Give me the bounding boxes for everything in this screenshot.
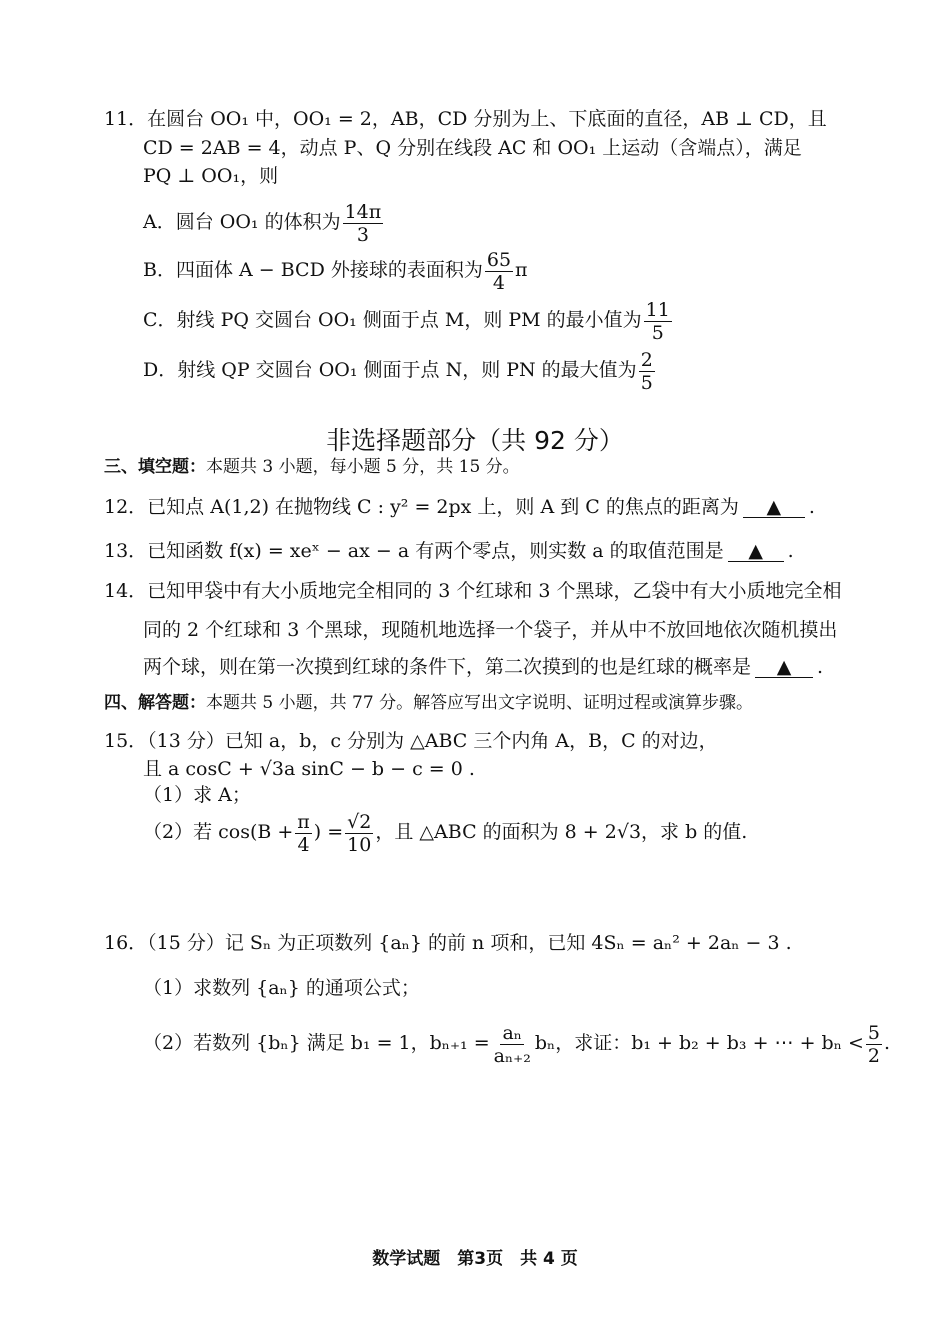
q15-fraction-pi-4 [295,811,312,856]
q11-option-d [143,346,657,394]
q16-part-2-text: （2）若数列 {bₙ} 满足 b₁ = 1，bₙ₊₁ = [143,1032,490,1054]
q13 [104,538,794,564]
fraction-denominator: 4 [492,271,505,294]
fraction-denominator: 10 [347,833,372,856]
q11-option-b [143,246,528,294]
q11-option-c [143,296,674,344]
fraction-denominator: 5 [651,321,664,344]
section-3-heading [104,454,520,480]
q15-part-2 [143,808,747,856]
q11-line-2: CD = 2AB = 4，动点 P、Q 分别在线段 AC 和 OO₁ 上运动（含端点），满足 [143,137,802,159]
q12 [104,494,815,520]
q11-option-a-text: A．圆台 OO₁ 的体积为 [143,211,341,233]
q11-option-c-fraction [644,299,672,344]
fraction-numerator: aₙ [502,1021,522,1044]
fraction-numerator: 14π [344,200,382,223]
fraction-denominator: 3 [356,223,369,246]
answer-blank: ▲ [743,497,805,518]
q11-option-c-text: C．射线 PQ 交圆台 OO₁ 侧面于点 M，则 PM 的最小值为 [143,309,642,331]
q13-text: 13．已知函数 f(x) = xeˣ − ax − a 有两个零点，则实数 a 的取值范围是 [104,540,724,562]
q16-part-2 [143,1018,890,1068]
q14-period: . [817,656,824,678]
section-4-description: 本题共 5 小题，共 77 分。解答应写出文字说明、证明过程或演算步骤。 [206,693,754,713]
q14-line-1: 14．已知甲袋中有大小质地完全相同的 3 个红球和 3 个黑球，乙袋中有大小质地完全相 [104,580,842,602]
q15-line-1: 15．（13 分）已知 a，b，c 分别为 △ABC 三个内角 A，B，C 的对边， [104,730,718,752]
q12-period: . [808,496,815,518]
page-footer: 数学试题 第3页 共 4 页 [372,1249,578,1269]
q15-part-1: （1）求 A； [143,784,251,806]
q12-text: 12．已知点 A(1,2) 在抛物线 C : y² = 2px 上，则 A 到 C 的焦点的距离为 [104,496,739,518]
fraction-numerator: 11 [645,298,670,321]
q16-part-2-period: . [883,1032,891,1054]
q16-fraction-5-2 [866,1022,882,1067]
fraction-numerator: 2 [640,348,653,371]
section-4-label: 四、解答题： [104,693,206,713]
q16-part-1: （1）求数列 {aₙ} 的通项公式； [143,977,420,999]
q11-line-1: 11．在圆台 OO₁ 中，OO₁ = 2，AB，CD 分别为上、下底面的直径，AB ⊥ CD，且 [104,108,827,130]
q13-period: . [787,540,794,562]
q15-part-2-rest: ，且 △ABC 的面积为 8 + 2√3，求 b 的值. [375,821,748,843]
q11-option-d-fraction [639,349,655,394]
section-title: 非选择题部分（共 92 分） [326,426,624,455]
q15-part-2-equals: ) = [313,821,344,843]
q11-line-3: PQ ⊥ OO₁，则 [143,165,279,187]
fraction-denominator: 4 [297,833,310,856]
q16-part-2-middle: bₙ，求证：b₁ + b₂ + b₃ + ⋯ + bₙ < [534,1032,864,1054]
q16-line-1: 16．（15 分）记 Sₙ 为正项数列 {aₙ} 的前 n 项和，已知 4Sₙ = aₙ² + 2aₙ − 3 . [104,932,792,954]
fraction-denominator: 5 [640,371,653,394]
q15-line-2: 且 a cosC + √3a sinC − b − c = 0 . [143,758,475,780]
q11-option-b-text: B．四面体 A − BCD 外接球的表面积为 [143,259,483,281]
fraction-denominator: 2 [867,1044,880,1067]
section-4-heading [104,690,753,716]
q14-text: 两个球，则在第一次摸到红球的条件下，第二次摸到的也是红球的概率是 [143,656,752,678]
answer-blank: ▲ [728,541,784,562]
fraction-numerator: 65 [486,248,512,271]
fraction-denominator: aₙ₊₂ [493,1044,531,1067]
q15-fraction-root2-10 [345,811,373,856]
q11-option-d-text: D．射线 QP 交圆台 OO₁ 侧面于点 N，则 PN 的最大值为 [143,359,637,381]
answer-blank: ▲ [755,657,813,678]
section-3-label: 三、填空题： [104,457,206,477]
section-3-description: 本题共 3 小题，每小题 5 分，共 15 分。 [206,457,520,477]
fraction-numerator: √2 [347,810,372,833]
q11-option-a [143,198,385,246]
q15-part-2-text: （2）若 cos(B + [143,821,294,843]
q16-fraction-an-an2 [492,1022,533,1067]
q11-option-a-fraction [343,201,384,246]
q14-line-2: 同的 2 个红球和 3 个黑球，现随机地选择一个袋子，并从中不放回地依次随机摸出 [143,619,838,641]
q14-line-3 [143,654,823,680]
q11-option-b-suffix: π [515,259,528,281]
fraction-numerator: π [297,810,310,833]
fraction-numerator: 5 [867,1021,880,1044]
q11-option-b-fraction [485,249,513,294]
